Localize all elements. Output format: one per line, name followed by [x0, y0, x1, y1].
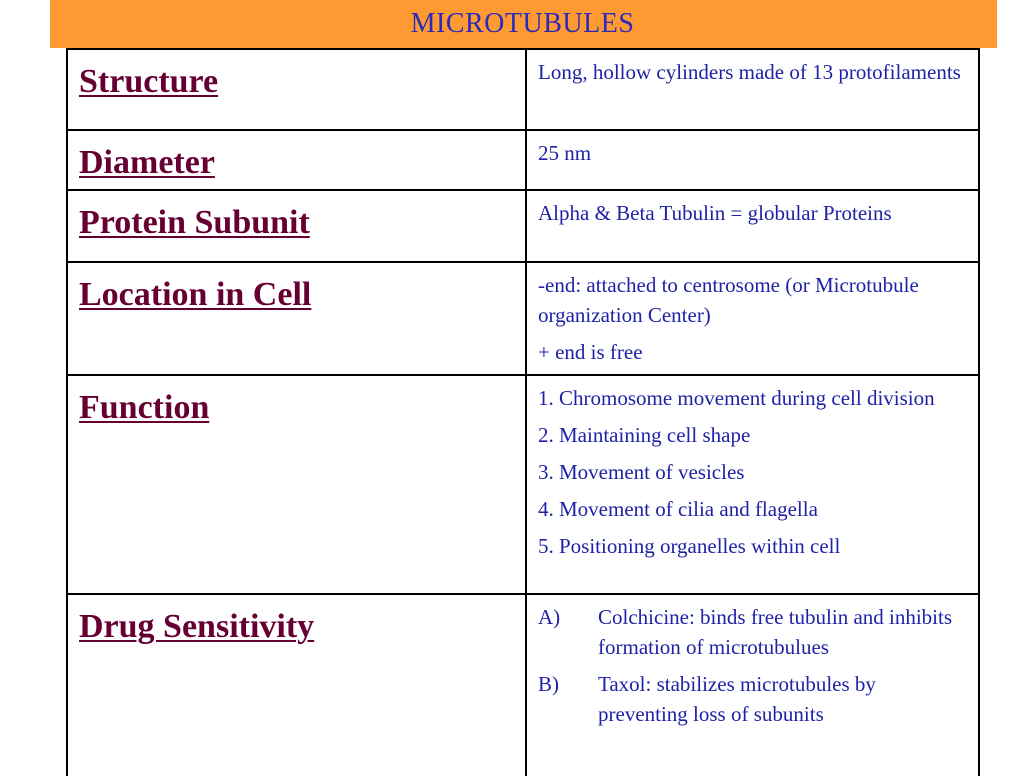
table-row [67, 190, 979, 262]
list-marker: A) [538, 605, 561, 629]
row-label: Protein Subunit [79, 204, 310, 241]
table-row [67, 594, 979, 776]
title-bar [50, 0, 997, 48]
list-marker: B) [538, 672, 559, 696]
value-line: 1. Chromosome movement during cell division [538, 386, 935, 410]
row-label-cell [67, 190, 526, 262]
row-label: Diameter [79, 144, 215, 181]
value-line: 2. Maintaining cell shape [538, 423, 751, 447]
row-label: Structure [79, 63, 219, 100]
value-line: 4. Movement of cilia and flagella [538, 497, 818, 521]
value-line: + end is free [538, 340, 643, 364]
row-label: Function [79, 389, 210, 426]
row-label-cell [67, 262, 526, 375]
list-text: Taxol: stabilizes microtubules by preventing loss of subunits [598, 672, 876, 726]
value-line: 5. Positioning organelles within cell [538, 534, 841, 558]
value-line: 25 nm [538, 141, 592, 165]
info-table [66, 48, 980, 776]
row-label-cell [67, 49, 526, 130]
page-title: MICROTUBULES [410, 8, 635, 39]
list-text: Colchicine: binds free tubulin and inhibits formation of microtubulues [598, 605, 953, 659]
row-label-cell [67, 130, 526, 190]
value-line: -end: attached to centrosome (or Microtubule organization Center) [538, 273, 919, 327]
row-value-cell [526, 130, 979, 190]
row-label: Drug Sensitivity [79, 608, 315, 645]
row-label-cell [67, 375, 526, 594]
list-item [538, 602, 970, 662]
row-value-cell [526, 375, 979, 594]
table-row [67, 49, 979, 130]
value-line: Alpha & Beta Tubulin = globular Proteins [538, 201, 892, 225]
row-label: Location in Cell [79, 276, 312, 313]
row-value-cell [526, 262, 979, 375]
row-value-cell [526, 49, 979, 130]
list-item [538, 669, 970, 729]
value-line: 3. Movement of vesicles [538, 460, 745, 484]
row-label-cell [67, 594, 526, 776]
row-value-cell [526, 594, 979, 776]
table-row [67, 130, 979, 190]
row-value-cell [526, 190, 979, 262]
table-row [67, 262, 979, 375]
value-line: Long, hollow cylinders made of 13 protofilaments [538, 60, 961, 84]
table-row [67, 375, 979, 594]
